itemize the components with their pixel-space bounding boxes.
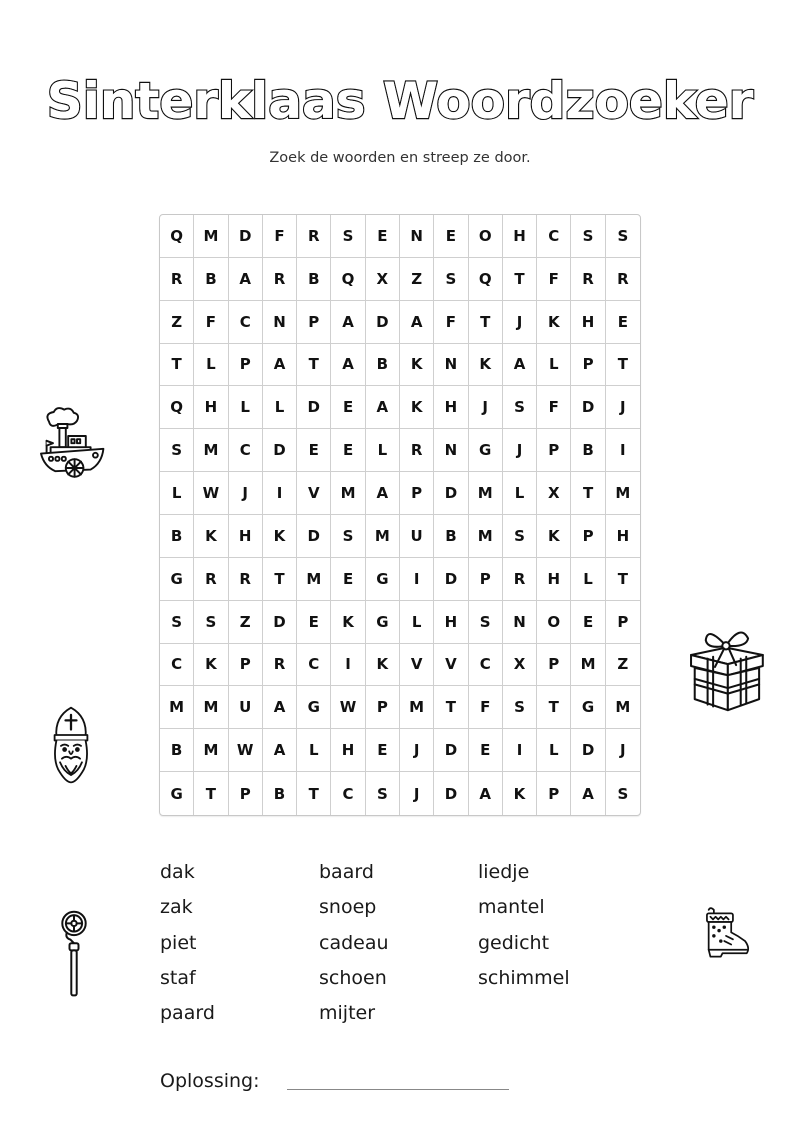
grid-cell[interactable]: S xyxy=(469,601,503,644)
grid-cell[interactable]: E xyxy=(606,301,640,344)
grid-cell[interactable]: E xyxy=(469,729,503,772)
grid-cell[interactable]: D xyxy=(434,558,468,601)
grid-cell[interactable]: E xyxy=(297,601,331,644)
solution-answer-line[interactable] xyxy=(287,1089,509,1090)
grid-cell[interactable]: R xyxy=(606,258,640,301)
grid-cell[interactable]: A xyxy=(366,472,400,515)
grid-cell[interactable]: C xyxy=(229,429,263,472)
grid-cell[interactable]: W xyxy=(229,729,263,772)
grid-cell[interactable]: E xyxy=(571,601,605,644)
grid-cell[interactable]: M xyxy=(194,215,228,258)
grid-cell[interactable]: I xyxy=(263,472,297,515)
word-list-item: snoep xyxy=(319,896,377,919)
grid-cell[interactable]: G xyxy=(469,429,503,472)
grid-cell[interactable]: B xyxy=(194,258,228,301)
grid-cell[interactable]: G xyxy=(160,558,194,601)
grid-cell[interactable]: N xyxy=(503,601,537,644)
grid-cell[interactable]: E xyxy=(366,215,400,258)
grid-cell[interactable]: S xyxy=(503,386,537,429)
grid-cell[interactable]: S xyxy=(606,215,640,258)
grid-cell[interactable]: A xyxy=(571,772,605,815)
grid-cell[interactable]: S xyxy=(331,215,365,258)
grid-cell[interactable]: P xyxy=(537,644,571,687)
grid-cell[interactable]: H xyxy=(331,729,365,772)
grid-cell[interactable]: J xyxy=(606,386,640,429)
grid-cell[interactable]: G xyxy=(297,686,331,729)
grid-cell[interactable]: M xyxy=(194,686,228,729)
grid-cell[interactable]: B xyxy=(160,515,194,558)
grid-cell[interactable]: K xyxy=(331,601,365,644)
grid-cell[interactable]: X xyxy=(366,258,400,301)
grid-cell[interactable]: L xyxy=(503,472,537,515)
grid-cell[interactable]: P xyxy=(537,429,571,472)
grid-cell[interactable]: P xyxy=(571,344,605,387)
grid-cell[interactable]: U xyxy=(400,515,434,558)
grid-cell[interactable]: H xyxy=(434,601,468,644)
grid-cell[interactable]: D xyxy=(571,386,605,429)
grid-cell[interactable]: S xyxy=(571,215,605,258)
grid-cell[interactable]: R xyxy=(503,558,537,601)
grid-cell[interactable]: K xyxy=(400,344,434,387)
grid-cell[interactable]: L xyxy=(366,429,400,472)
grid-cell[interactable]: M xyxy=(331,472,365,515)
grid-cell[interactable]: P xyxy=(229,772,263,815)
grid-cell[interactable]: V xyxy=(434,644,468,687)
grid-cell[interactable]: X xyxy=(503,644,537,687)
grid-cell[interactable]: D xyxy=(229,215,263,258)
grid-cell[interactable]: J xyxy=(469,386,503,429)
word-list-item: schoen xyxy=(319,966,387,989)
solution-area xyxy=(160,1070,520,1100)
grid-cell[interactable]: E xyxy=(331,558,365,601)
grid-cell[interactable]: S xyxy=(503,515,537,558)
grid-cell[interactable]: I xyxy=(503,729,537,772)
grid-cell[interactable]: T xyxy=(503,258,537,301)
grid-cell[interactable]: A xyxy=(263,729,297,772)
grid-cell[interactable]: I xyxy=(606,429,640,472)
grid-cell[interactable]: H xyxy=(434,386,468,429)
grid-cell[interactable]: R xyxy=(263,644,297,687)
grid-cell[interactable]: A xyxy=(331,301,365,344)
grid-cell[interactable]: L xyxy=(194,344,228,387)
grid-cell[interactable]: N xyxy=(434,344,468,387)
grid-cell[interactable]: L xyxy=(400,601,434,644)
grid-cell[interactable]: L xyxy=(160,472,194,515)
grid-cell[interactable]: J xyxy=(400,772,434,815)
word-list-column-2 xyxy=(319,858,389,1034)
grid-cell[interactable]: Z xyxy=(400,258,434,301)
grid-cell[interactable]: Q xyxy=(160,386,194,429)
grid-cell[interactable]: M xyxy=(606,472,640,515)
word-list-item: piet xyxy=(160,931,197,954)
grid-cell[interactable]: G xyxy=(366,558,400,601)
grid-cell[interactable]: L xyxy=(229,386,263,429)
grid-cell[interactable]: K xyxy=(194,515,228,558)
grid-cell[interactable]: B xyxy=(160,729,194,772)
grid-cell[interactable]: B xyxy=(263,772,297,815)
grid-cell[interactable]: C xyxy=(537,215,571,258)
grid-cell[interactable]: C xyxy=(297,644,331,687)
grid-cell[interactable]: T xyxy=(194,772,228,815)
grid-cell[interactable]: P xyxy=(229,344,263,387)
steamboat-icon xyxy=(33,403,113,485)
grid-cell[interactable]: C xyxy=(469,644,503,687)
grid-cell[interactable]: M xyxy=(160,686,194,729)
grid-cell[interactable]: Q xyxy=(331,258,365,301)
grid-cell[interactable]: P xyxy=(297,301,331,344)
grid-cell[interactable]: K xyxy=(537,301,571,344)
grid-cell[interactable]: P xyxy=(366,686,400,729)
grid-cell[interactable]: F xyxy=(194,301,228,344)
grid-cell[interactable]: Z xyxy=(606,644,640,687)
grid-cell[interactable]: H xyxy=(606,515,640,558)
grid-cell[interactable]: B xyxy=(434,515,468,558)
grid-cell[interactable]: T xyxy=(537,686,571,729)
grid-cell[interactable]: D xyxy=(263,601,297,644)
grid-cell[interactable]: J xyxy=(503,301,537,344)
word-list-item: mijter xyxy=(319,1002,376,1025)
grid-cell[interactable]: K xyxy=(537,515,571,558)
grid-cell[interactable]: T xyxy=(297,772,331,815)
grid-cell[interactable]: N xyxy=(263,301,297,344)
grid-cell[interactable]: A xyxy=(263,686,297,729)
grid-cell[interactable]: W xyxy=(331,686,365,729)
word-list-item: cadeau xyxy=(319,931,389,954)
grid-cell[interactable]: M xyxy=(571,644,605,687)
grid-cell[interactable]: R xyxy=(400,429,434,472)
grid-cell[interactable]: I xyxy=(400,558,434,601)
grid-cell[interactable]: X xyxy=(537,472,571,515)
grid-cell[interactable]: R xyxy=(571,258,605,301)
grid-cell[interactable]: D xyxy=(571,729,605,772)
word-list-item: schimmel xyxy=(478,966,570,989)
grid-cell[interactable]: M xyxy=(194,429,228,472)
grid-cell[interactable]: M xyxy=(366,515,400,558)
grid-cell[interactable]: H xyxy=(503,215,537,258)
word-list-item: paard xyxy=(160,1002,215,1025)
grid-cell[interactable]: R xyxy=(297,215,331,258)
grid-cell[interactable]: R xyxy=(229,558,263,601)
grid-cell[interactable]: K xyxy=(263,515,297,558)
page-title: Sinterklaas Woordzoeker xyxy=(46,72,754,130)
grid-cell[interactable]: E xyxy=(434,215,468,258)
sinterklaas-face-icon xyxy=(43,704,99,786)
grid-cell[interactable]: T xyxy=(297,344,331,387)
gift-box-icon xyxy=(680,617,772,715)
solution-label: Oplossing: xyxy=(160,1070,260,1092)
word-list-item: baard xyxy=(319,861,374,883)
grid-cell[interactable]: T xyxy=(263,558,297,601)
word-list-item: gedicht xyxy=(478,931,550,954)
grid-cell[interactable]: L xyxy=(537,344,571,387)
grid-cell[interactable]: J xyxy=(400,729,434,772)
grid-cell[interactable]: D xyxy=(434,729,468,772)
word-list-item: liedje xyxy=(478,861,530,883)
grid-cell[interactable]: M xyxy=(194,729,228,772)
crosier-staff-icon xyxy=(56,906,92,1002)
grid-cell[interactable]: M xyxy=(400,686,434,729)
grid-cell[interactable]: P xyxy=(400,472,434,515)
grid-cell[interactable]: Q xyxy=(469,258,503,301)
grid-cell[interactable]: S xyxy=(366,772,400,815)
grid-cell[interactable]: D xyxy=(297,386,331,429)
instructions: Zoek de woorden en streep ze door. xyxy=(269,150,531,166)
grid-cell[interactable]: Z xyxy=(229,601,263,644)
grid-cell[interactable]: R xyxy=(263,258,297,301)
grid-cell[interactable]: R xyxy=(194,558,228,601)
grid-cell[interactable]: C xyxy=(331,772,365,815)
grid-cell[interactable]: P xyxy=(469,558,503,601)
grid-cell[interactable]: M xyxy=(297,558,331,601)
boot-shoe-icon xyxy=(700,906,752,964)
grid-cell[interactable]: B xyxy=(297,258,331,301)
word-list-item: staf xyxy=(160,966,196,989)
grid-cell[interactable]: N xyxy=(400,215,434,258)
grid-cell[interactable]: S xyxy=(503,686,537,729)
grid-cell[interactable]: B xyxy=(366,344,400,387)
grid-cell[interactable]: S xyxy=(617,784,629,803)
grid-cell[interactable]: D xyxy=(434,472,468,515)
word-search-grid xyxy=(159,214,641,816)
grid-cell[interactable]: P xyxy=(571,515,605,558)
grid-cell[interactable]: E xyxy=(331,386,365,429)
grid-cell[interactable]: D xyxy=(366,301,400,344)
grid-cell[interactable]: P xyxy=(606,601,640,644)
grid-cell[interactable]: I xyxy=(331,644,365,687)
grid-cell[interactable]: F xyxy=(537,386,571,429)
grid-cell[interactable]: A xyxy=(263,344,297,387)
grid-cell[interactable]: A xyxy=(229,258,263,301)
grid-cell[interactable]: T xyxy=(160,344,194,387)
grid-cell[interactable]: H xyxy=(571,301,605,344)
grid-cell[interactable]: L xyxy=(263,386,297,429)
grid-cell[interactable]: S xyxy=(160,601,194,644)
word-list-item: mantel xyxy=(478,896,545,919)
grid-cell[interactable]: G xyxy=(160,772,194,815)
grid-cell[interactable]: A xyxy=(366,386,400,429)
grid-cell[interactable]: U xyxy=(229,686,263,729)
grid-cell[interactable]: H xyxy=(194,386,228,429)
word-list-column-3 xyxy=(478,858,570,999)
grid-cell[interactable]: A xyxy=(331,344,365,387)
grid-cell[interactable]: S xyxy=(331,515,365,558)
grid-cell[interactable]: M xyxy=(606,686,640,729)
grid-cell[interactable]: K xyxy=(400,386,434,429)
grid-cell[interactable]: C xyxy=(229,301,263,344)
grid-cell[interactable]: C xyxy=(160,644,194,687)
grid-cell[interactable]: L xyxy=(297,729,331,772)
grid-cell[interactable]: N xyxy=(434,429,468,472)
grid-cell[interactable]: O xyxy=(469,215,503,258)
grid-cell[interactable]: V xyxy=(297,472,331,515)
grid-cell[interactable]: K xyxy=(194,644,228,687)
grid-cell[interactable]: A xyxy=(469,772,503,815)
grid-cell[interactable]: F xyxy=(263,215,297,258)
grid-cell[interactable]: E xyxy=(331,429,365,472)
grid-cell[interactable]: F xyxy=(469,686,503,729)
grid-cell[interactable]: P xyxy=(537,772,571,815)
grid-cell[interactable]: E xyxy=(297,429,331,472)
grid-cell[interactable]: D xyxy=(263,429,297,472)
grid-cell[interactable]: S xyxy=(160,429,194,472)
grid-cell[interactable]: K xyxy=(469,344,503,387)
grid-cell[interactable]: S xyxy=(434,258,468,301)
grid-cell[interactable]: H xyxy=(537,558,571,601)
grid-cell[interactable]: E xyxy=(366,729,400,772)
grid-cell[interactable]: K xyxy=(366,644,400,687)
grid-cell[interactable]: P xyxy=(229,644,263,687)
grid-cell[interactable]: T xyxy=(606,344,640,387)
grid-cell[interactable]: L xyxy=(537,729,571,772)
word-list xyxy=(160,858,640,1038)
grid-cell[interactable]: O xyxy=(537,601,571,644)
grid-cell[interactable]: W xyxy=(194,472,228,515)
word-list-item: dak xyxy=(160,861,195,883)
word-list-item: zak xyxy=(160,896,193,919)
grid-cell[interactable]: T xyxy=(571,472,605,515)
grid-cell[interactable]: T xyxy=(469,301,503,344)
grid-cell[interactable]: J xyxy=(503,429,537,472)
grid-cell[interactable]: J xyxy=(229,472,263,515)
grid-cell[interactable]: G xyxy=(366,601,400,644)
grid-cell[interactable]: M xyxy=(469,472,503,515)
grid-cell[interactable]: R xyxy=(160,258,194,301)
grid-cell[interactable]: A xyxy=(400,301,434,344)
grid-cell[interactable]: T xyxy=(434,686,468,729)
grid-cell[interactable]: L xyxy=(571,558,605,601)
word-list-column-1 xyxy=(160,858,215,1034)
grid-cell[interactable]: F xyxy=(434,301,468,344)
grid-cell[interactable]: Z xyxy=(160,301,194,344)
grid-cell[interactable]: F xyxy=(537,258,571,301)
grid-cell[interactable]: D xyxy=(434,772,468,815)
grid-cell[interactable]: M xyxy=(469,515,503,558)
grid-cell[interactable]: V xyxy=(400,644,434,687)
grid-cell[interactable]: T xyxy=(606,558,640,601)
grid-cell[interactable]: D xyxy=(297,515,331,558)
grid-cell[interactable]: Q xyxy=(160,215,194,258)
grid-cell[interactable]: S xyxy=(194,601,228,644)
grid-cell[interactable]: J xyxy=(606,729,640,772)
grid-cell[interactable]: A xyxy=(503,344,537,387)
grid-cell[interactable]: B xyxy=(571,429,605,472)
grid-cell[interactable]: G xyxy=(571,686,605,729)
grid-cell[interactable]: H xyxy=(229,515,263,558)
grid-cell[interactable]: K xyxy=(503,772,537,815)
